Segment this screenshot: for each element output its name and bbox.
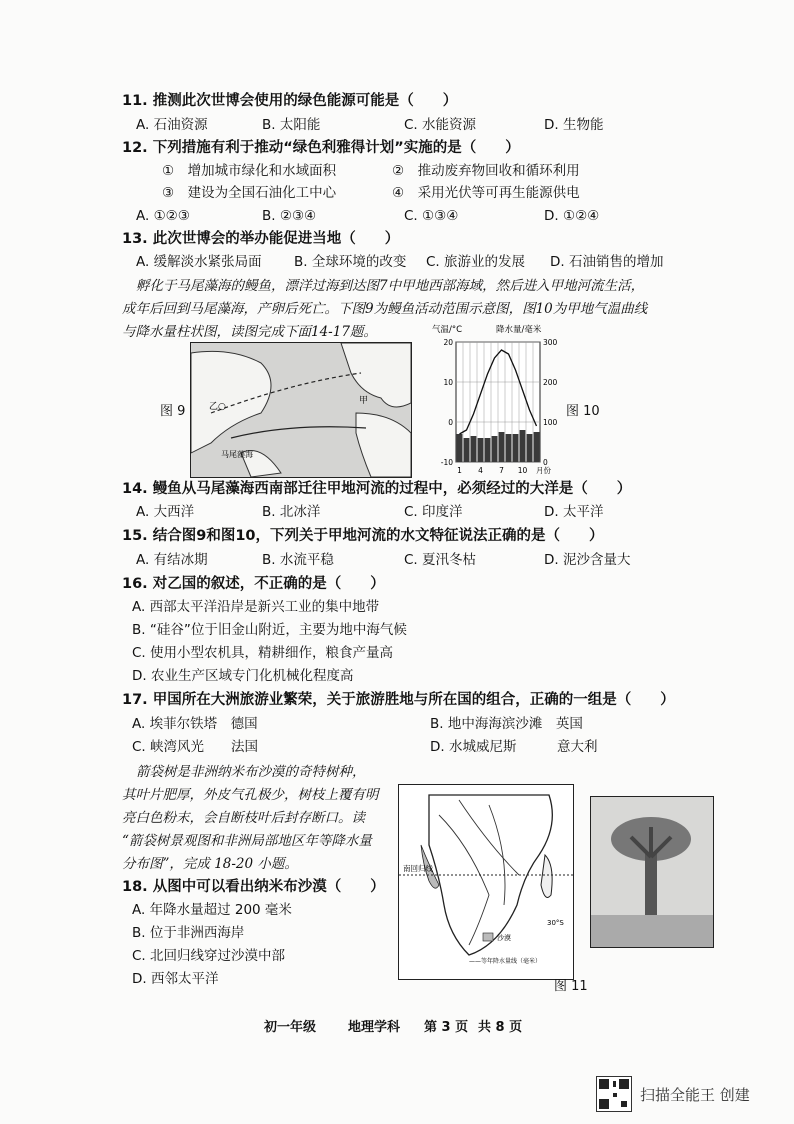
precipitation-bar (478, 438, 484, 462)
q18-option-a: A. 年降水量超过 200 毫米 (132, 902, 292, 918)
passage1-line-1: 孵化于马尾藻海的鳗鱼，漂洋过海到达图7中甲地西部海域，然后进入甲地河流生活， (136, 278, 645, 294)
passage1-line-2: 成年后回到马尾藻海，产卵后死亡。下图9为鳗鱼活动范围示意图，图10为甲地气温曲线 (122, 301, 648, 317)
q12-item-1: ① 增加城市绿化和水域面积 (162, 163, 337, 179)
precipitation-bar (499, 432, 505, 462)
q18-option-b: B. 位于非洲西海岸 (132, 925, 245, 941)
fig11-map-graphic (399, 785, 573, 979)
q11-option-c: C. 水能资源 (404, 117, 477, 133)
q13-option-a: A. 缓解淡水紧张局面 (136, 254, 262, 270)
passage2-line-5: 分布图”，完成 18-20 小题。 (122, 856, 298, 872)
chart-x-tick-label: 10 (517, 466, 528, 475)
fig10-left-axis-title: 气温/°C (432, 325, 463, 335)
q13-option-c: C. 旅游业的发展 (426, 254, 526, 270)
q14-option-b: B. 北冰洋 (262, 504, 321, 520)
chart-left-tick-label: 10 (443, 378, 453, 387)
q13-stem: 13. 此次世博会的举办能促进当地（ ） (122, 231, 400, 247)
q18-option-c: C. 北回归线穿过沙漠中部 (132, 948, 286, 964)
q15-stem: 15. 结合图9和图10，下列关于甲地河流的水文特征说法正确的是（ ） (122, 528, 604, 544)
q17-option-c: C. 峡湾风光 法国 (132, 739, 259, 755)
precipitation-bar (534, 432, 540, 462)
q11-option-d: D. 生物能 (544, 117, 604, 133)
q15-option-d: D. 泥沙含量大 (544, 552, 631, 568)
q16-option-b: B. “硅谷”位于旧金山附近，主要为地中海气候 (132, 622, 407, 638)
q12-item-4: ④ 采用光伏等可再生能源供电 (392, 185, 580, 201)
scanner-watermark: 扫描全能王 创建 (640, 1086, 750, 1104)
q18-option-d: D. 西邻太平洋 (132, 971, 219, 987)
precipitation-bar (527, 434, 533, 462)
chart-x-tick-label: 1 (457, 466, 462, 475)
precipitation-bar (464, 438, 470, 462)
precipitation-bar (471, 436, 477, 462)
precipitation-bar (513, 434, 519, 462)
fig11-label: 图 11 (554, 979, 588, 994)
qr-code-icon (596, 1076, 632, 1112)
passage2-line-1: 箭袋树是非洲纳米布沙漠的奇特树种， (136, 764, 366, 780)
q17-option-a: A. 埃菲尔铁塔 德国 (132, 716, 258, 732)
precipitation-bar (506, 434, 512, 462)
precipitation-bar (485, 438, 491, 462)
q11-option-a: A. 石油资源 (136, 117, 208, 133)
fig10-chart (430, 322, 558, 482)
q12-item-2: ② 推动废弃物回收和循环利用 (392, 163, 580, 179)
footer-grade: 初一年级 (264, 1020, 317, 1035)
q18-stem: 18. 从图中可以看出纳米布沙漠（ ） (122, 879, 385, 895)
quiver-tree-photo (590, 796, 714, 948)
fig9-label: 图 9 (160, 404, 186, 419)
chart-x-axis-title: 月份 (536, 466, 551, 475)
footer-total: 共 8 页 (478, 1020, 523, 1035)
q12-option-a: A. ①②③ (136, 208, 190, 224)
chart-left-tick-label: 20 (443, 338, 453, 347)
q16-option-d: D. 农业生产区域专门化机械化程度高 (132, 668, 354, 684)
chart-x-tick-label: 4 (478, 466, 483, 475)
q12-option-c: C. ①③④ (404, 208, 459, 224)
quiver-tree-graphic (591, 797, 713, 947)
passage2-line-4: “箭袋树景观图和非洲局部地区年等降水量 (122, 833, 372, 849)
chart-left-tick-label: -10 (440, 458, 453, 467)
q11-option-b: B. 太阳能 (262, 117, 321, 133)
q15-option-a: A. 有结冰期 (136, 552, 208, 568)
fig9-place-b: 乙○ (209, 402, 226, 412)
chart-right-tick-label: 300 (543, 338, 558, 347)
precipitation-bar (457, 434, 463, 462)
footer-subject: 地理学科 (348, 1020, 401, 1035)
q16-option-c: C. 使用小型农机具，精耕细作，粮食产量高 (132, 645, 394, 661)
fig10-right-axis-title: 降水量/毫米 (496, 325, 542, 335)
passage1-line-3: 与降水量柱状图，读图完成下面14-17题。 (122, 324, 377, 340)
q14-option-d: D. 太平洋 (544, 504, 604, 520)
fig10-label: 图 10 (566, 404, 600, 419)
chart-right-tick-label: 200 (543, 378, 558, 387)
fig11-map (398, 784, 574, 980)
chart-right-tick-label: 100 (543, 418, 558, 427)
fig11-lat-label: 30°S (547, 919, 564, 927)
chart-left-tick-label: 0 (448, 418, 453, 427)
q17-option-d: D. 水城威尼斯 意大利 (430, 739, 598, 755)
q17-option-b: B. 地中海海滨沙滩 英国 (430, 716, 583, 732)
q11-stem: 11. 推测此次世博会使用的绿色能源可能是（ ） (122, 93, 458, 109)
fig10-chart-graphic (430, 322, 558, 482)
q12-option-b: B. ②③④ (262, 208, 317, 224)
chart-x-tick-label: 7 (499, 466, 504, 475)
fig9-sargasso-label: 马尾藻海 (221, 450, 253, 459)
precipitation-bar (520, 430, 526, 462)
q13-option-b: B. 全球环境的改变 (294, 254, 407, 270)
fig11-tropic-label: 南回归线 (403, 864, 433, 873)
fig11-legend-note: ——等年降水量线（毫米） (469, 958, 542, 965)
q14-stem: 14. 鳗鱼从马尾藻海西南部迁往甲地河流的过程中，必须经过的大洋是（ ） (122, 481, 632, 497)
q14-option-a: A. 大西洋 (136, 504, 195, 520)
precipitation-bar (492, 436, 498, 462)
passage2-line-3: 亮白色粉末，会自断枝叶后封存断口。读 (122, 810, 365, 826)
q14-option-c: C. 印度洋 (404, 504, 463, 520)
footer-page: 第 3 页 (424, 1020, 469, 1035)
chart-right-tick-label: 0 (543, 458, 548, 467)
q12-stem: 12. 下列措施有利于推动“绿色利雅得计划”实施的是（ ） (122, 140, 520, 156)
q13-option-d: D. 石油销售的增加 (550, 254, 664, 270)
q15-option-c: C. 夏汛冬枯 (404, 552, 477, 568)
q17-stem: 17. 甲国所在大洲旅游业繁荣，关于旅游胜地与所在国的组合，正确的一组是（ ） (122, 692, 675, 708)
q16-stem: 16. 对乙国的叙述，不正确的是（ ） (122, 576, 385, 592)
fig9-map (190, 342, 412, 478)
fig9-place-a: 甲 (359, 396, 369, 406)
q15-option-b: B. 水流平稳 (262, 552, 334, 568)
q12-option-d: D. ①②④ (544, 208, 600, 224)
q12-item-3: ③ 建设为全国石油化工中心 (162, 185, 337, 201)
passage2-line-2: 其叶片肥厚，外皮气孔极少，树枝上覆有明 (122, 787, 379, 803)
fig9-map-graphic (191, 343, 411, 477)
q16-option-a: A. 西部太平洋沿岸是新兴工业的集中地带 (132, 599, 380, 615)
fig11-legend: 沙漠 (497, 934, 511, 942)
